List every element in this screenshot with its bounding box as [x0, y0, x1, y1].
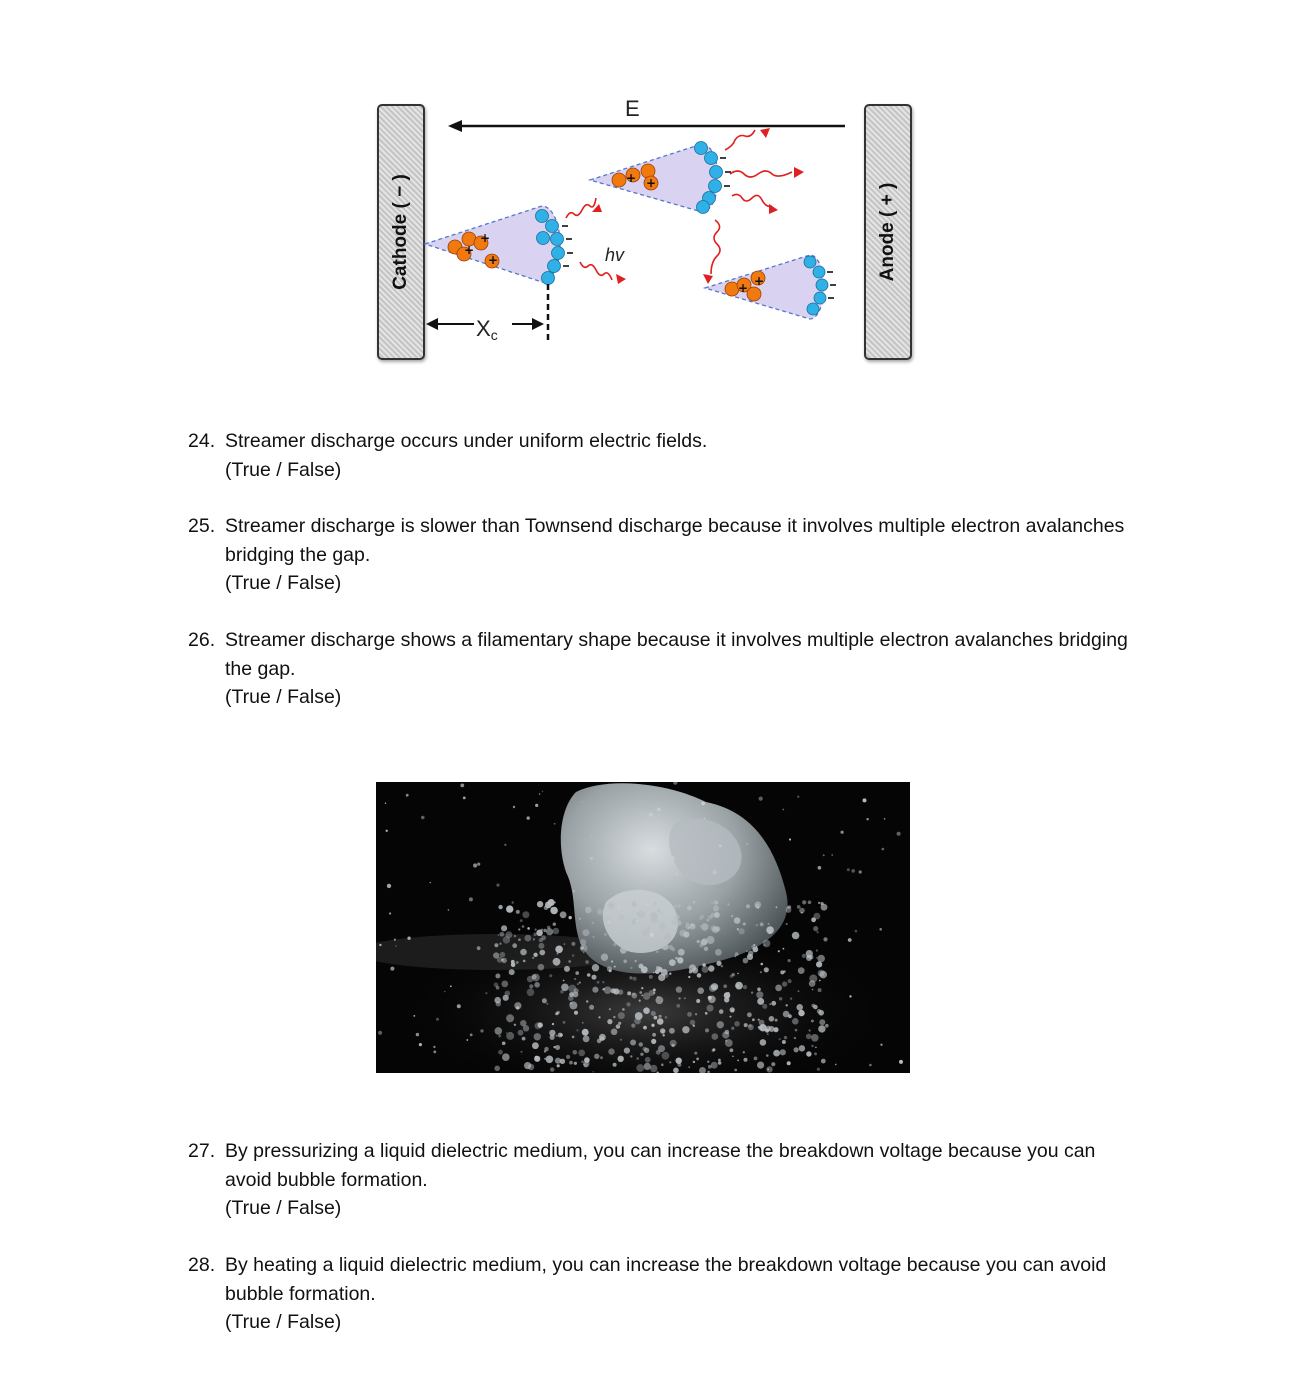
question-text: Streamer discharge is slower than Townsend discharge because it involves multiple electron avalanches bridging the gap. [225, 515, 1125, 566]
true-false-choice: (True / False) [225, 572, 342, 594]
question-24 [188, 427, 1145, 484]
true-false-choice: (True / False) [225, 1311, 342, 1333]
true-false-choice: (True / False) [225, 1197, 342, 1219]
question-text: Streamer discharge occurs under uniform electric fields. [225, 430, 708, 452]
question-28 [188, 1251, 1145, 1337]
question-number: 24. [188, 430, 216, 452]
svg-text:+: + [738, 281, 749, 295]
streamer-diagram [370, 92, 920, 372]
bubble-photo-graphics [376, 782, 910, 1073]
critical-distance-label: $X_c$ [476, 316, 498, 343]
question-text: Streamer discharge shows a filamentary shape because it involves multiple electron avalanches bridging the gap. [225, 629, 1128, 680]
question-number: 28. [188, 1254, 216, 1276]
question-number: 27. [188, 1140, 216, 1162]
anode-label: Anode ( + ) [877, 182, 898, 282]
field-arrow-head [448, 120, 462, 132]
cathode-label: Cathode ( − ) [390, 174, 411, 290]
question-25 [188, 512, 1145, 598]
question-26 [188, 626, 1145, 712]
svg-text:+: + [754, 274, 765, 288]
question-number: 25. [188, 515, 216, 537]
svg-text:+: + [464, 243, 475, 257]
question-text: By pressurizing a liquid dielectric medium, you can increase the breakdown voltage because you can avoid bubble formation. [225, 1140, 1096, 1191]
svg-text:+: + [646, 176, 657, 190]
bubble-formation-photo [376, 782, 910, 1073]
true-false-choice: (True / False) [225, 686, 342, 708]
diagram-graphics [370, 92, 920, 372]
question-27 [188, 1137, 1145, 1223]
svg-text:+: + [480, 231, 491, 245]
electric-field-label: E [625, 96, 640, 121]
svg-text:+: + [626, 171, 637, 185]
true-false-choice: (True / False) [225, 458, 342, 481]
svg-text:+: + [488, 253, 499, 267]
photon-label: hv [605, 245, 625, 265]
question-number: 26. [188, 629, 216, 651]
question-text: By heating a liquid dielectric medium, you can increase the breakdown voltage because you can avoid bubble formation. [225, 1254, 1107, 1305]
